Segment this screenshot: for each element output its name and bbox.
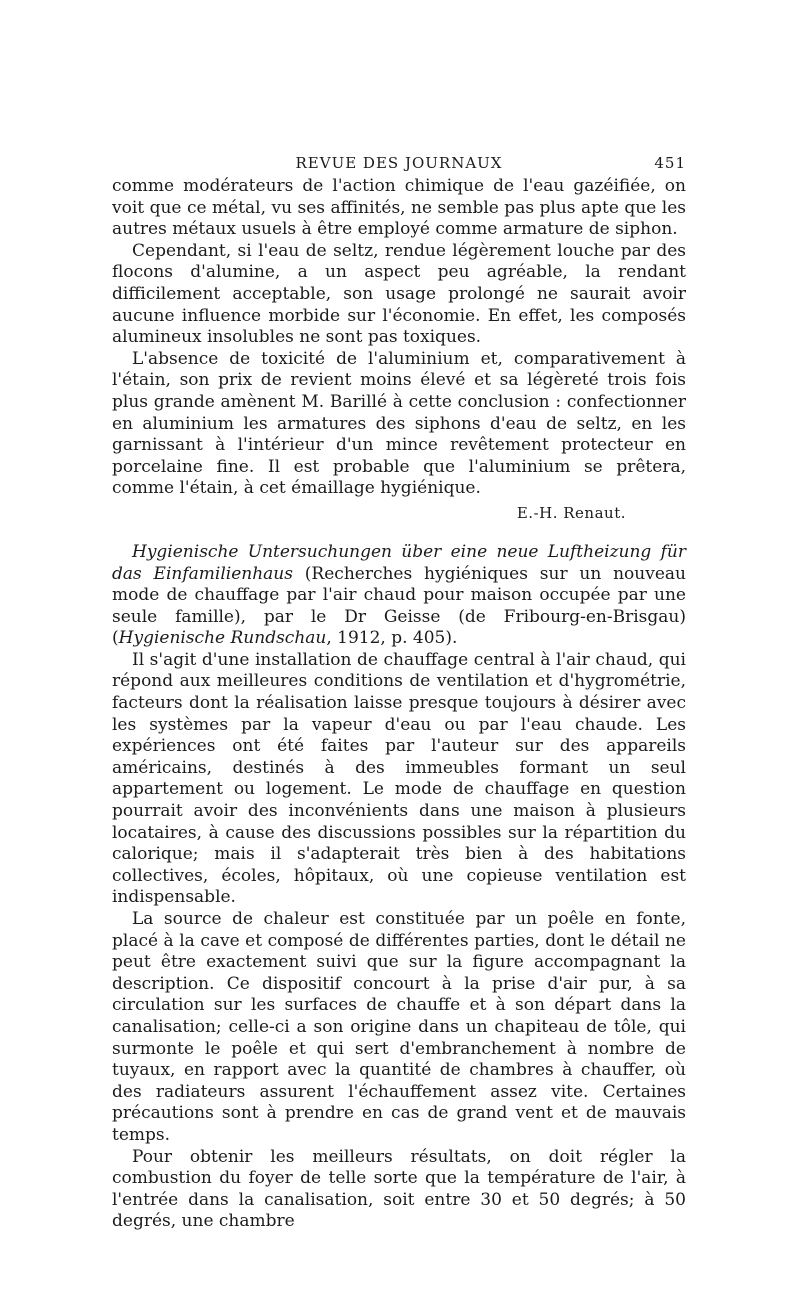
reference-citation: , 1912, p. 405). — [326, 628, 458, 649]
article-separator — [112, 522, 686, 542]
paragraph-3: L'absence de toxicité de l'aluminium et, comparativement à l'étain, son prix de revient moins élevé et sa légèreté trois fois plus grande amènent M. Barillé à cette conclusion : confectionner en aluminium les armatures des siphons d'eau de seltz, en les garnissant à l'intérieur d'un mince revêtement protecteur en porcelaine fine. Il est probable que l'aluminium se prêtera, comme l'étain, à cet émaillage hygiénique. — [112, 348, 686, 499]
paragraph-5: La source de chaleur est constituée par un poêle en fonte, placé à la cave et composé de différentes parties, dont le détail ne peut être exactement suivi que sur la figure accompagnant la description. Ce dispositif concourt à la prise d'air pur, à sa circulation sur les surfaces de chauffe et à son départ dans la canalisation; celle-ci a son origine dans un chapiteau de tôle, qui surmonte le poêle et qui sert d'embranchement à nombre de tuyaux, en rapport avec la quantité de chambres à chauffer, où des radiateurs assurent l'échauffement assez vite. Certaines précautions sont à prendre en cas de grand vent et de mauvais temps. — [112, 909, 686, 1145]
running-title: REVUE DES JOURNAUX — [295, 154, 503, 172]
reference-header — [112, 542, 686, 650]
author-signature: E.-H. Renaut. — [516, 503, 626, 522]
reference-journal: Hygienische Rundschau — [118, 628, 327, 649]
paragraph-4: Il s'agit d'une installation de chauffage central à l'air chaud, qui répond aux meilleures conditions de ventilation et d'hygrométrie, facteurs dont la réalisation laisse presque toujours à désirer avec les systèmes par la vapeur d'eau ou par l'eau chaude. Les expériences ont été faites par l'auteur sur des appareils américains, destinés à des immeubles formant un seul appartement ou logement. Le mode de chauffage en question pourrait avoir des inconvénients dans une maison à plusieurs locataires, à cause des discussions possibles sur la répartition du calorique; mais il s'adapterait très bien à des habitations collectives, écoles, hôpitaux, où une copieuse ventilation est indispensable. — [112, 649, 686, 908]
document-page — [112, 150, 686, 1233]
paragraph-1: comme modérateurs de l'action chimique de l'eau gazéifiée, on voit que ce métal, vu ses affinités, ne semble pas plus apte que les autres métaux usuels à être employé comme armature de siphon. — [112, 176, 686, 240]
paragraph-6: Pour obtenir les meilleurs résultats, on doit régler la combustion du foyer de telle sorte que la température de l'air, à l'entrée dans la canalisation, soit entre 30 et 50 degrés; à 50 degrés, une chambre — [112, 1146, 686, 1232]
article-air-heating — [112, 542, 686, 1233]
reference-details: (Recherches hygiéniques sur un nouveau mode de chauffage par l'air chaud pour maison occupée par une seule famille), par le Dr Geisse (de Fribourg-en-Brisgau) ( — [112, 563, 686, 649]
running-head — [112, 150, 686, 176]
paragraph-2: Cependant, si l'eau de seltz, rendue légèrement louche par des flocons d'alumine, a un aspect peu agréable, la rendant difficilement acceptable, son usage prolongé ne saurait avoir aucune influence morbide sur l'économie. En effet, les composés alumineux insolubles ne sont pas toxiques. — [112, 240, 686, 348]
article-aluminium-siphons — [112, 176, 686, 522]
page-number: 451 — [654, 154, 686, 172]
reference-title: Hygienische Untersuchungen über eine neue Luftheizung für das Einfamilienhaus — [112, 541, 686, 584]
